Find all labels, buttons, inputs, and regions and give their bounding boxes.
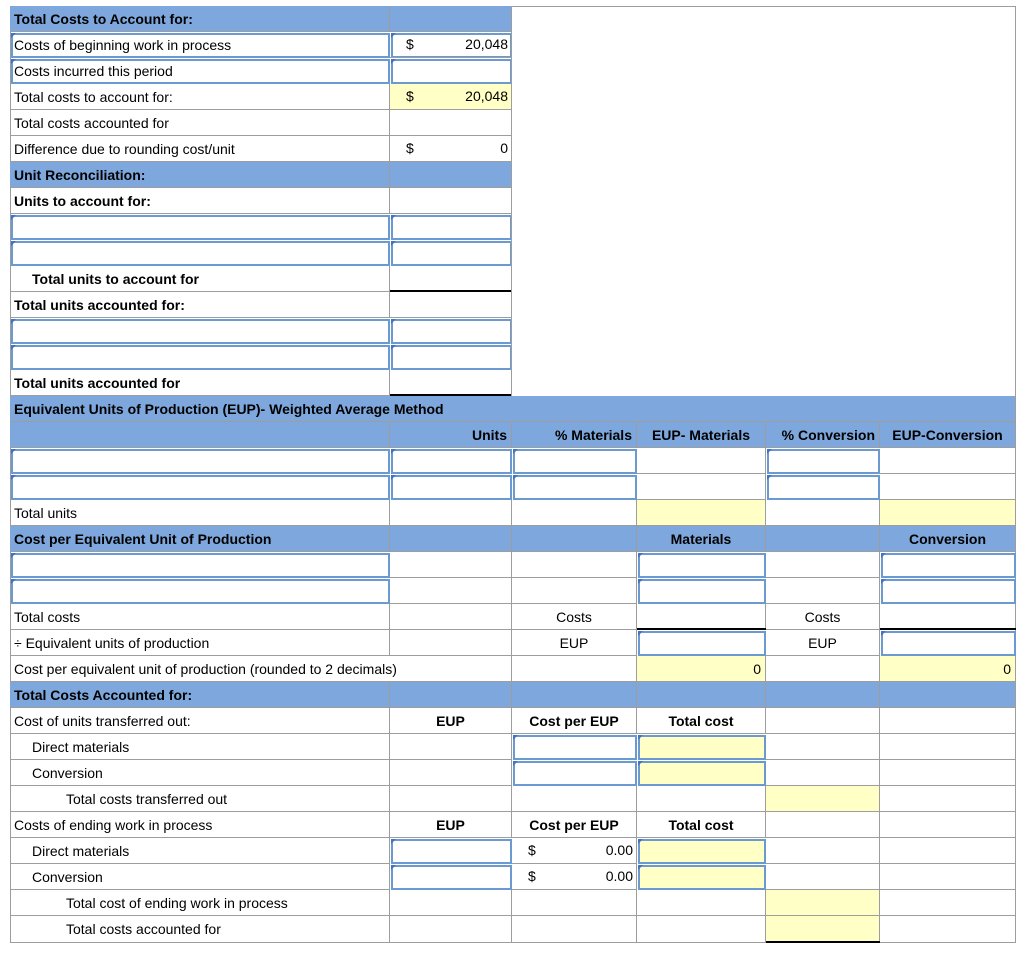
blank-cell [512, 890, 637, 916]
label-costs-ending-wip: Costs of ending work in process [10, 812, 390, 838]
cost-row-label-2[interactable] [11, 579, 390, 604]
label-total-units: Total units [10, 500, 390, 526]
units-accounted-value-2[interactable] [391, 345, 512, 370]
label-to-conversion: Conversion [10, 760, 390, 786]
blank-cell [766, 500, 880, 526]
label-total-units-to-account: Total units to account for [10, 266, 390, 292]
input-marker [767, 475, 772, 480]
input-marker [767, 449, 772, 454]
label-ewip-conversion: Conversion [10, 864, 390, 890]
costs-incurred-amount-field[interactable] [391, 59, 512, 84]
input-marker [11, 345, 16, 350]
conversion-cost-per-eup: 0 [880, 656, 1016, 682]
blank-cell [390, 786, 512, 812]
label-costs-conversion: Costs [766, 604, 880, 630]
label-ewip-direct-materials: Direct materials [10, 838, 390, 864]
label-eup-conversion: EUP [766, 630, 880, 656]
blank-cell [390, 552, 512, 578]
blank-cell [512, 578, 637, 604]
ewip-conv-eup[interactable] [391, 865, 512, 890]
cost-row-materials-2[interactable] [638, 579, 766, 604]
input-marker [391, 449, 396, 454]
blank-cell [766, 838, 880, 864]
header-unit-reconciliation: Unit Reconciliation: [10, 162, 390, 188]
header-fill [512, 682, 637, 708]
blank-cell [880, 786, 1016, 812]
blank-cell [766, 708, 880, 734]
input-marker [11, 319, 16, 324]
currency-symbol: $ [406, 36, 414, 52]
eup-row-label-1[interactable] [11, 449, 390, 474]
input-marker [391, 215, 396, 220]
header-fill [10, 422, 390, 448]
blank-cell [637, 916, 766, 943]
col-eup-transferred: EUP [390, 708, 512, 734]
label-costs-beginning-wip: Costs of beginning work in process [14, 37, 232, 53]
col-conversion: Conversion [880, 526, 1016, 552]
to-conv-total-cost[interactable] [638, 761, 766, 786]
materials-cost-per-eup: 0 [637, 656, 766, 682]
blank-cell [880, 708, 1016, 734]
input-marker [638, 579, 643, 584]
to-dm-total-cost[interactable] [638, 735, 766, 760]
eup-row-eup-materials-2 [637, 474, 766, 500]
eup-row-pct-materials-1[interactable] [513, 449, 637, 474]
header-total-costs-accounted: Total Costs Accounted for: [10, 682, 390, 708]
header-fill [880, 682, 1016, 708]
col-eup-materials: EUP- Materials [637, 422, 766, 448]
blank-cell [390, 500, 512, 526]
label-total-costs: Total costs [10, 604, 390, 630]
eup-row-eup-conversion-1 [880, 448, 1016, 474]
header-cost-per-eup: Cost per Equivalent Unit of Production [10, 526, 390, 552]
blank-cell [512, 500, 637, 526]
label-costs-materials: Costs [512, 604, 637, 630]
eup-row-pct-materials-2[interactable] [513, 475, 637, 500]
blank-cell [766, 812, 880, 838]
input-marker [11, 449, 16, 454]
input-marker [513, 475, 518, 480]
total-to-account-amount-value: 20,048 [465, 88, 508, 104]
header-fill [390, 526, 512, 552]
header-total-costs-to-account: Total Costs to Account for: [10, 6, 390, 32]
label-units-to-account: Units to account for: [10, 188, 390, 214]
col-eup-ending: EUP [390, 812, 512, 838]
eup-row-eup-conversion-2 [880, 474, 1016, 500]
header-fill [390, 6, 512, 32]
eup-row-units-2[interactable] [391, 475, 512, 500]
top-section-right-border [511, 6, 512, 396]
total-eup-conversion [880, 500, 1016, 526]
ewip-conv-total-cost[interactable] [638, 865, 766, 890]
blank-cell [512, 786, 637, 812]
label-total-costs-to-account: Total costs to account for: [10, 84, 390, 110]
units-accounted-label-1[interactable] [11, 319, 390, 344]
currency-symbol: $ [406, 140, 414, 156]
blank-cell [512, 656, 637, 682]
header-fill [390, 682, 512, 708]
input-marker [638, 553, 643, 558]
label-costs-incurred: Costs incurred this period [14, 63, 173, 79]
col-cost-per-eup-ending: Cost per EUP [512, 812, 637, 838]
blank-cell [390, 604, 512, 630]
ewip-conv-cost-per-eup-value: 0.00 [605, 868, 633, 884]
units-to-account-value-2[interactable] [391, 241, 512, 266]
input-marker [513, 449, 518, 454]
blank-cell [512, 916, 637, 943]
to-conv-cost-per-eup[interactable] [513, 761, 637, 786]
input-marker [391, 59, 396, 64]
label-cost-per-eup-rounded: Cost per equivalent unit of production (rounded to 2 decimals) [10, 656, 512, 682]
input-marker [513, 761, 518, 766]
eup-conversion-divisor[interactable] [881, 631, 1016, 656]
blank-cell [390, 760, 512, 786]
eup-row-label-2[interactable] [11, 475, 390, 500]
input-marker [11, 215, 16, 220]
units-to-account-value-1[interactable] [391, 215, 512, 240]
total-transferred-out-value [766, 786, 880, 812]
blank-cell [880, 838, 1016, 864]
input-marker [391, 345, 396, 350]
col-pct-conversion: % Conversion [766, 422, 880, 448]
blank-cell [390, 916, 512, 943]
input-marker [881, 579, 886, 584]
input-marker [638, 839, 643, 844]
label-div-eup: ÷ Equivalent units of production [10, 630, 390, 656]
input-marker [391, 319, 396, 324]
blank-cell [766, 734, 880, 760]
label-total-costs-accounted-final: Total costs accounted for [10, 916, 390, 943]
blank-cell [880, 734, 1016, 760]
difference-amount-value: 0 [500, 140, 508, 156]
eup-row-pct-conversion-1[interactable] [767, 449, 880, 474]
label-to-direct-materials: Direct materials [10, 734, 390, 760]
label-total-cost-ending-wip: Total cost of ending work in process [10, 890, 390, 916]
header-fill [512, 526, 637, 552]
col-total-cost-transferred: Total cost [637, 708, 766, 734]
underline-rule [880, 628, 1016, 630]
blank-cell [390, 578, 512, 604]
col-cost-per-eup-transferred: Cost per EUP [512, 708, 637, 734]
input-marker [11, 475, 16, 480]
currency-symbol: $ [528, 842, 536, 858]
units-to-account-label-1[interactable] [11, 215, 390, 240]
input-marker [881, 553, 886, 558]
total-units-to-account-value [390, 266, 512, 292]
col-units: Units [390, 422, 512, 448]
blank-cell [880, 760, 1016, 786]
header-fill [766, 526, 880, 552]
cost-row-conversion-2[interactable] [881, 579, 1016, 604]
eup-materials-divisor[interactable] [638, 631, 766, 656]
input-marker [391, 241, 396, 246]
input-marker [11, 553, 16, 558]
blank-cell [390, 734, 512, 760]
blank-cell [880, 890, 1016, 916]
header-eup-weighted-average: Equivalent Units of Production (EUP)- Weighted Average Method [10, 396, 1016, 422]
blank-cell [390, 630, 512, 656]
input-marker [881, 631, 886, 636]
ewip-dm-eup[interactable] [391, 839, 512, 864]
header-fill [766, 682, 880, 708]
blank-cell [766, 864, 880, 890]
cost-row-materials-1[interactable] [638, 553, 766, 578]
blank-cell [390, 890, 512, 916]
eup-row-pct-conversion-2[interactable] [767, 475, 880, 500]
blank-cell [880, 864, 1016, 890]
label-cost-units-transferred-out: Cost of units transferred out: [10, 708, 390, 734]
input-marker [638, 761, 643, 766]
label-eup-materials: EUP [512, 630, 637, 656]
underline-rule [766, 941, 880, 943]
total-eup-materials [637, 500, 766, 526]
total-units-accounted-value [390, 370, 512, 396]
input-marker [11, 579, 16, 584]
input-marker [638, 865, 643, 870]
input-marker [638, 631, 643, 636]
input-marker [11, 241, 16, 246]
col-pct-materials: % Materials [512, 422, 637, 448]
header-fill [390, 162, 512, 188]
total-accounted-amount [390, 110, 512, 136]
blank-cell [766, 656, 880, 682]
label-total-costs-transferred-out: Total costs transferred out [10, 786, 390, 812]
currency-symbol: $ [406, 88, 414, 104]
units-accounted-value-1[interactable] [391, 319, 512, 344]
total-costs-accounted-final-value [766, 916, 880, 943]
blank-cell [880, 812, 1016, 838]
col-eup-conversion: EUP-Conversion [880, 422, 1016, 448]
header-fill [637, 682, 766, 708]
input-marker [638, 735, 643, 740]
label-difference-rounding: Difference due to rounding cost/unit [10, 136, 390, 162]
col-materials: Materials [637, 526, 766, 552]
ewip-dm-total-cost[interactable] [638, 839, 766, 864]
label-total-units-accounted-hdr: Total units accounted for: [10, 292, 390, 318]
ewip-dm-cost-per-eup-value: 0.00 [605, 842, 633, 858]
total-costs-conversion [880, 604, 1016, 630]
blank-cell [637, 890, 766, 916]
blank-cell [637, 786, 766, 812]
currency-symbol: $ [528, 868, 536, 884]
input-marker [391, 475, 396, 480]
input-marker [391, 839, 396, 844]
input-marker [391, 865, 396, 870]
eup-row-eup-materials-1 [637, 448, 766, 474]
beginning-wip-amount-value: 20,048 [465, 36, 508, 52]
label-total-units-accounted: Total units accounted for [10, 370, 390, 396]
blank-cell [766, 760, 880, 786]
blank-cell [766, 552, 880, 578]
col-total-cost-ending: Total cost [637, 812, 766, 838]
blank-cell [766, 578, 880, 604]
blank-cell [390, 292, 512, 318]
blank-cell [512, 552, 637, 578]
input-marker [513, 735, 518, 740]
to-dm-cost-per-eup[interactable] [513, 735, 637, 760]
eup-row-units-1[interactable] [391, 449, 512, 474]
underline-rule [637, 628, 766, 630]
blank-cell [880, 916, 1016, 943]
total-costs-materials [637, 604, 766, 630]
blank-cell [390, 188, 512, 214]
cost-row-conversion-1[interactable] [881, 553, 1016, 578]
units-accounted-label-2[interactable] [11, 345, 390, 370]
cost-row-label-1[interactable] [11, 553, 390, 578]
units-to-account-label-2[interactable] [11, 241, 390, 266]
total-ending-wip-value [766, 890, 880, 916]
label-total-costs-accounted: Total costs accounted for [10, 110, 390, 136]
